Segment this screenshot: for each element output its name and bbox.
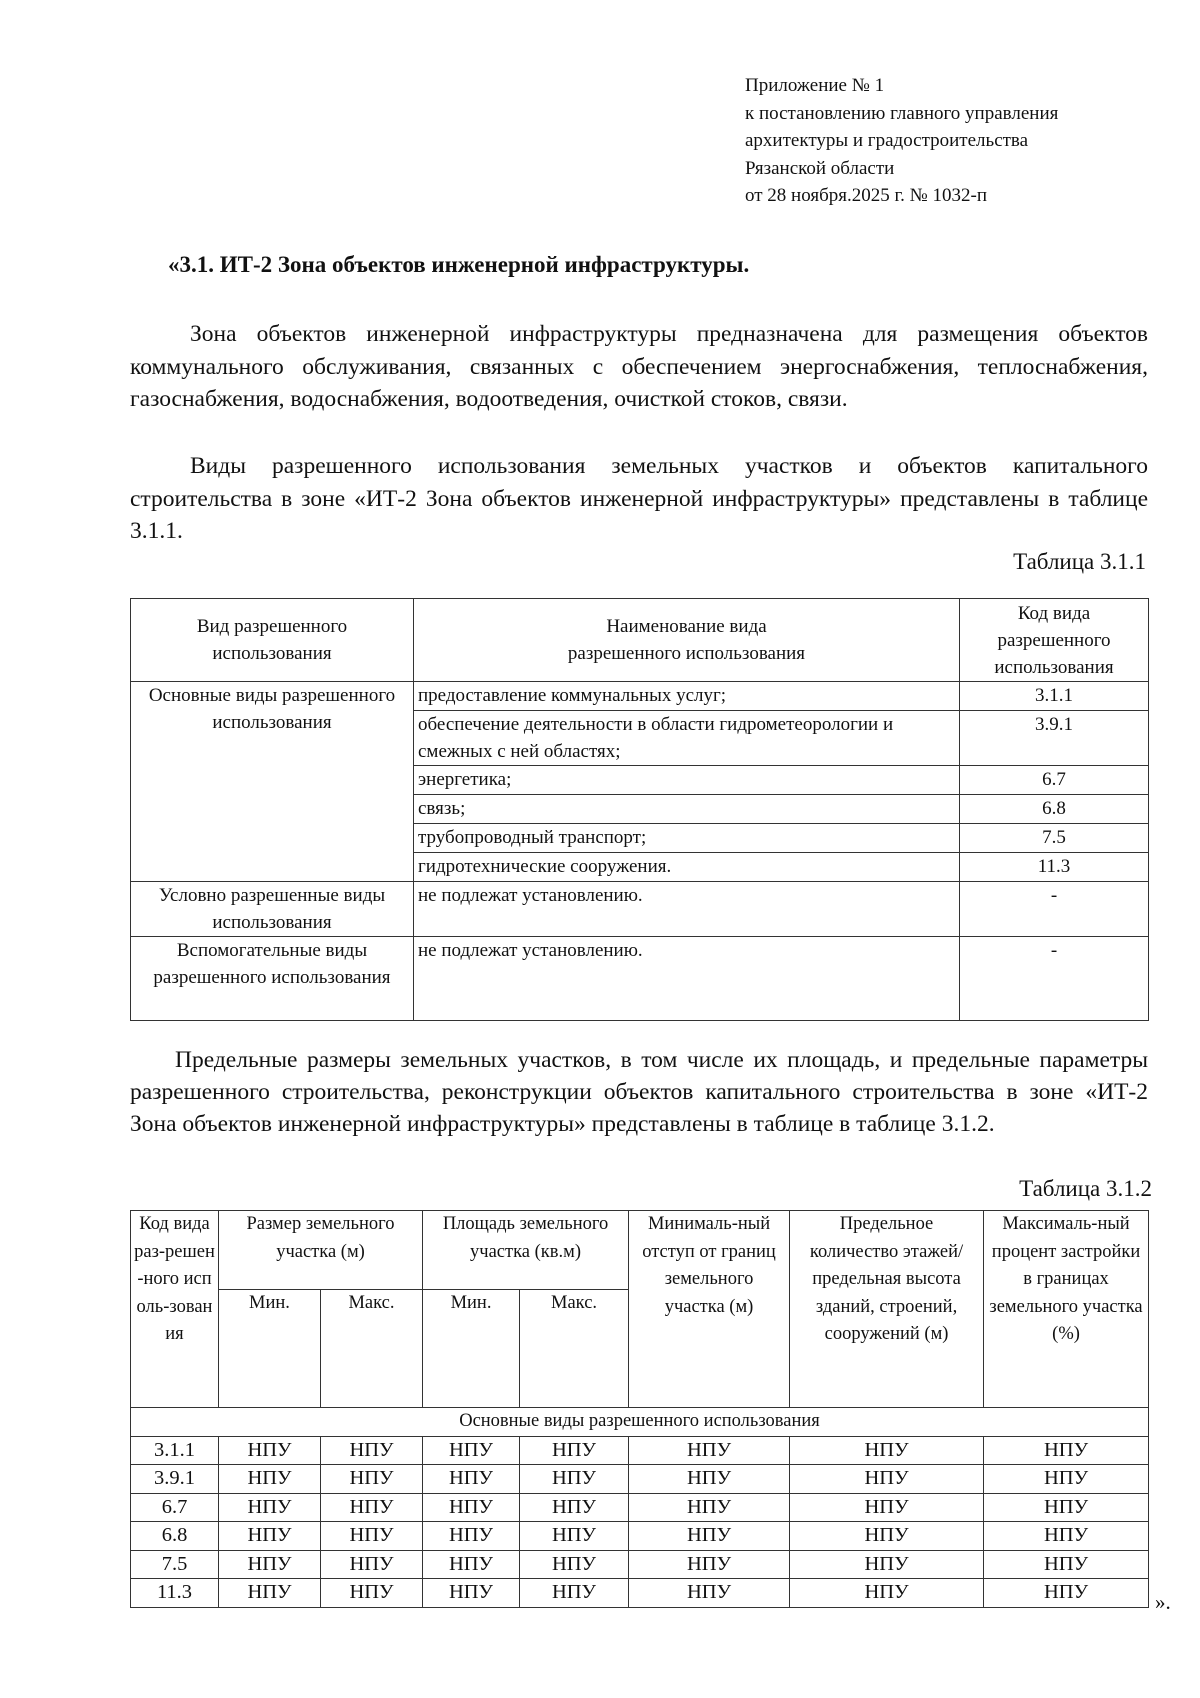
header-use-type: Вид разрешенного использования	[131, 599, 414, 682]
header-plot-area: Площадь земельного участка (кв.м)	[423, 1211, 629, 1290]
paragraph-table-2-intro: Предельные размеры земельных участков, в том числе их площадь, и предельные параметры разрешенного строительства, реконструкции объектов капитального строительства в зоне «ИТ-2 Зона объектов инженерной инфраструктуры» представлены в таблице в таблице 3.1.2.	[130, 1047, 1148, 1137]
row-code: 6.8	[131, 1522, 219, 1551]
floors-cell: НПУ	[790, 1493, 984, 1522]
header-use-name-line-2: разрешенного использования	[567, 643, 806, 664]
appendix-line: от 28 ноября.2025 г. № 1032-п	[745, 185, 988, 206]
use-code: -	[960, 882, 1149, 937]
appendix-line: к постановлению главного управления	[745, 102, 1059, 124]
area-max-cell: НПУ	[520, 1522, 629, 1551]
use-name: энергетика;	[414, 766, 960, 795]
use-name: не подлежат установлению.	[414, 882, 960, 937]
size-max-cell: НПУ	[321, 1493, 423, 1522]
parameters-table	[130, 1210, 1149, 1608]
floors-cell: НПУ	[790, 1522, 984, 1551]
table-row	[131, 1550, 1149, 1579]
area-max-cell: НПУ	[520, 1550, 629, 1579]
use-code: 6.7	[960, 766, 1149, 795]
row-code: 3.1.1	[131, 1436, 219, 1465]
size-max-cell: НПУ	[321, 1465, 423, 1494]
header-use-name	[414, 599, 960, 682]
setback-cell: НПУ	[629, 1522, 790, 1551]
area-min-cell: НПУ	[423, 1579, 520, 1608]
coverage-cell: НПУ	[984, 1522, 1149, 1551]
size-min-cell: НПУ	[219, 1436, 321, 1465]
table-row	[131, 1522, 1149, 1551]
coverage-cell: НПУ	[984, 1493, 1149, 1522]
coverage-cell: НПУ	[984, 1550, 1149, 1579]
header-plot-size: Размер земельного участка (м)	[219, 1211, 423, 1290]
use-code: 6.8	[960, 795, 1149, 824]
area-min-cell: НПУ	[423, 1522, 520, 1551]
header-use-name-line-1: Наименование вида	[606, 616, 767, 637]
size-max-cell: НПУ	[321, 1550, 423, 1579]
row-code: 11.3	[131, 1579, 219, 1608]
header-coverage: Максималь-ный процент застройки в границах земельного участка (%)	[984, 1211, 1149, 1408]
row-code: 6.7	[131, 1493, 219, 1522]
area-max-cell: НПУ	[520, 1436, 629, 1465]
permitted-use-table	[130, 598, 1149, 1021]
area-max-cell: НПУ	[520, 1493, 629, 1522]
use-name: предоставление коммунальных услуг;	[414, 682, 960, 711]
table-1-caption: Таблица 3.1.1	[1013, 549, 1146, 574]
appendix-block	[745, 72, 1165, 210]
size-max-cell: НПУ	[321, 1436, 423, 1465]
coverage-cell: НПУ	[984, 1579, 1149, 1608]
row-code: 7.5	[131, 1550, 219, 1579]
use-name: не подлежат установлению.	[414, 937, 960, 1021]
area-max-cell: НПУ	[520, 1579, 629, 1608]
setback-cell: НПУ	[629, 1493, 790, 1522]
use-name: гидротехнические сооружения.	[414, 853, 960, 882]
table-row	[131, 1465, 1149, 1494]
header-code: Код вида раз-решен-ного исполь-зования	[131, 1211, 219, 1408]
floors-cell: НПУ	[790, 1436, 984, 1465]
coverage-cell: НПУ	[984, 1436, 1149, 1465]
group-main-label: Основные виды разрешенного использования	[131, 682, 414, 882]
appendix-line: Приложение № 1	[745, 75, 885, 96]
paragraph-zone-purpose: Зона объектов инженерной инфраструктуры предназначена для размещения объектов коммунального обслуживания, связанных с обеспечением энергоснабжения, теплоснабжения, газоснабжения, водоснабжения, водоотведения, очисткой стоков, связи.	[130, 321, 1148, 412]
appendix-line: Рязанской области	[745, 157, 895, 179]
header-setback: Минималь-ный отступ от границ земельного участка (м)	[629, 1211, 790, 1408]
setback-cell: НПУ	[629, 1550, 790, 1579]
use-code: -	[960, 937, 1149, 1021]
row-code: 3.9.1	[131, 1465, 219, 1494]
setback-cell: НПУ	[629, 1436, 790, 1465]
table-row	[131, 1493, 1149, 1522]
area-min-cell: НПУ	[423, 1550, 520, 1579]
section-heading: «3.1. ИТ-2 Зона объектов инженерной инфраструктуры.	[168, 252, 750, 277]
use-name: связь;	[414, 795, 960, 824]
table-2-caption: Таблица 3.1.2	[1019, 1176, 1152, 1201]
group-conditional-label: Условно разрешенные виды использования	[131, 882, 414, 937]
size-min-cell: НПУ	[219, 1579, 321, 1608]
use-code: 3.1.1	[960, 682, 1149, 711]
area-min-cell: НПУ	[423, 1465, 520, 1494]
size-min-cell: НПУ	[219, 1522, 321, 1551]
use-code: 11.3	[960, 853, 1149, 882]
header-area-min: Мин.	[423, 1290, 520, 1408]
header-floors: Предельное количество этажей/ предельная высота зданий, строений, сооружений (м)	[790, 1211, 984, 1408]
area-min-cell: НПУ	[423, 1493, 520, 1522]
floors-cell: НПУ	[790, 1579, 984, 1608]
use-code: 7.5	[960, 824, 1149, 853]
area-max-cell: НПУ	[520, 1465, 629, 1494]
table-row	[131, 1436, 1149, 1465]
appendix-line: архитектуры и градостроительства	[745, 130, 1029, 151]
header-use-code: Код вида разрешенного использования	[960, 599, 1149, 682]
size-min-cell: НПУ	[219, 1493, 321, 1522]
floors-cell: НПУ	[790, 1550, 984, 1579]
header-size-max: Макс.	[321, 1290, 423, 1408]
setback-cell: НПУ	[629, 1579, 790, 1608]
group-auxiliary-label: Вспомогательные виды разрешенного использования	[131, 937, 414, 1021]
area-min-cell: НПУ	[423, 1436, 520, 1465]
use-name: трубопроводный транспорт;	[414, 824, 960, 853]
size-max-cell: НПУ	[321, 1522, 423, 1551]
setback-cell: НПУ	[629, 1465, 790, 1494]
coverage-cell: НПУ	[984, 1465, 1149, 1494]
closing-quote-mark: ».	[1155, 1590, 1171, 1614]
paragraph-table-1-intro: Виды разрешенного использования земельных участков и объектов капитального строительства в зоне «ИТ-2 Зона объектов инженерной инфраструктуры» представлены в таблице 3.1.1.	[130, 453, 1148, 544]
floors-cell: НПУ	[790, 1465, 984, 1494]
header-area-max: Макс.	[520, 1290, 629, 1408]
table-row	[131, 1579, 1149, 1608]
use-code: 3.9.1	[960, 711, 1149, 766]
size-min-cell: НПУ	[219, 1465, 321, 1494]
size-min-cell: НПУ	[219, 1550, 321, 1579]
use-name: обеспечение деятельности в области гидрометеорологии и смежных с ней областях;	[414, 711, 960, 766]
size-max-cell: НПУ	[321, 1579, 423, 1608]
section-row-main: Основные виды разрешенного использования	[131, 1408, 1149, 1437]
header-size-min: Мин.	[219, 1290, 321, 1408]
